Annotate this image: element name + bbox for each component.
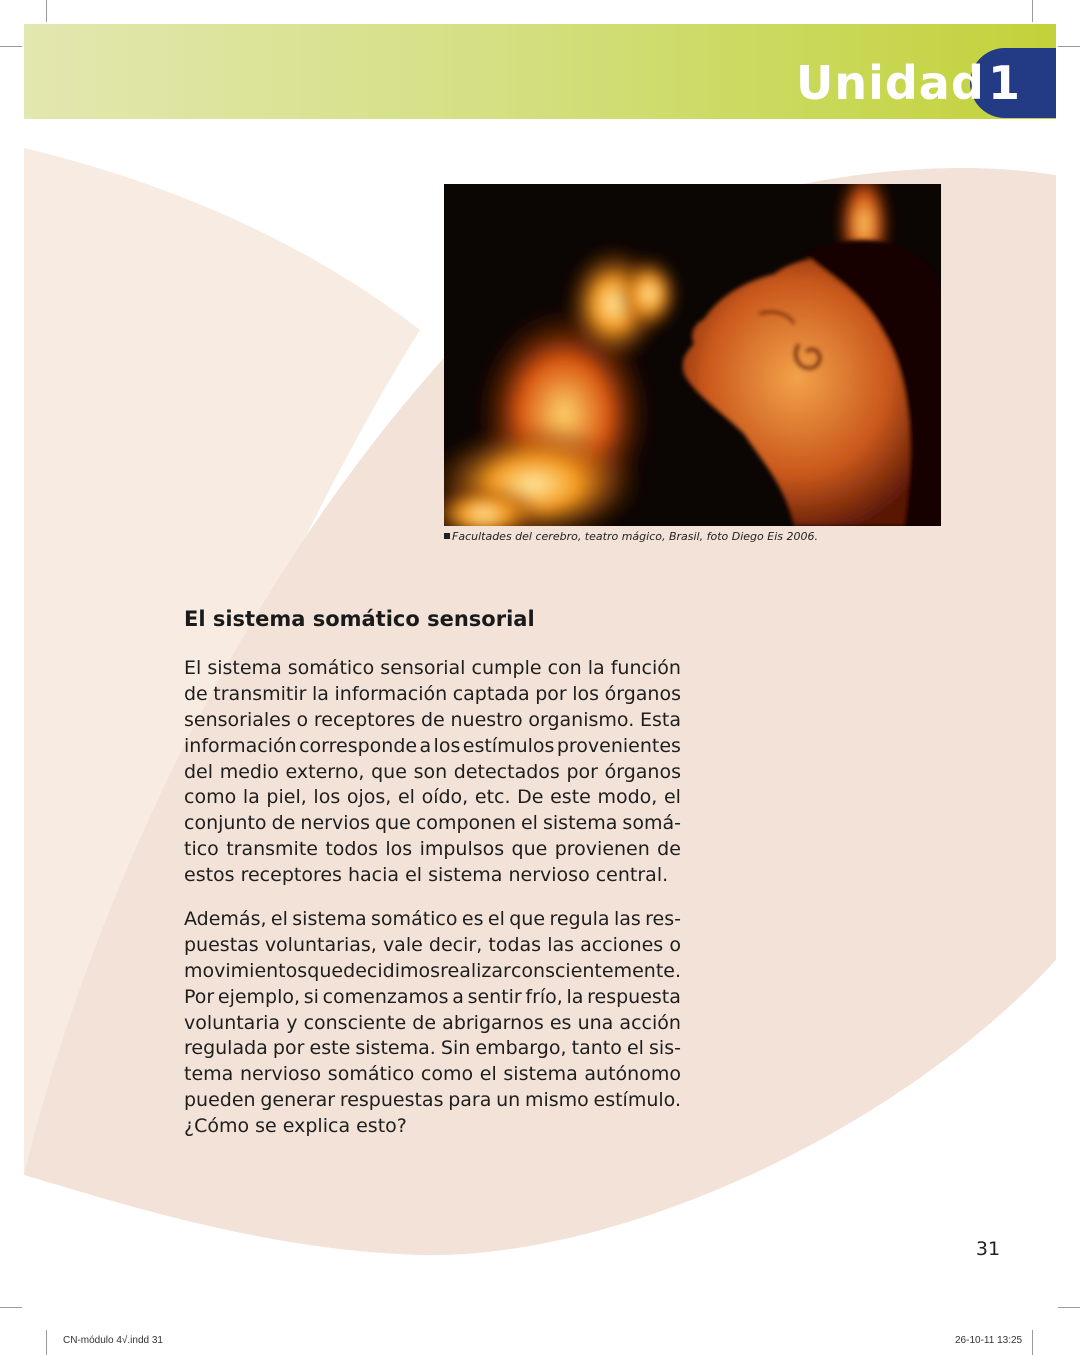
paragraph-line: Además, el sistema somático es el que regula las res- (184, 908, 681, 930)
paragraph-line: ¿Cómo se explica esto? (184, 1115, 407, 1138)
print-footer-filename: CN-módulo 4√.indd 31 (63, 1335, 163, 1346)
page-number: 31 (975, 1238, 1001, 1260)
crop-mark (1032, 1330, 1033, 1355)
paragraph-line: tema nervioso somático como el sistema autónomo (184, 1063, 681, 1086)
paragraph-line: puestas voluntarias, vale decir, todas las acciones o (184, 933, 681, 956)
paragraph-2 (184, 907, 681, 1140)
paragraph-line: voluntaria y consciente de abrigarnos es una acción (184, 1011, 681, 1034)
print-footer-date: 26-10-11 13:25 (955, 1335, 1023, 1346)
paragraph-line: pueden generar respuestas para un mismo estímulo. (184, 1089, 681, 1112)
paragraph-line: El sistema somático sensorial cumple con la función (184, 657, 681, 679)
unit-label: Unidad (796, 56, 985, 110)
paragraph-line: Por ejemplo, si comenzamos a sentir frío, la respuesta (184, 985, 681, 1008)
crop-mark (1032, 0, 1033, 22)
crop-mark (46, 1330, 47, 1355)
paragraph-line: de transmitir la información captada por los órganos (184, 682, 681, 705)
crop-mark (0, 46, 22, 47)
figure-photo (444, 184, 941, 526)
paragraph-line: regulada por este sistema. Sin embargo, tanto el sis- (184, 1037, 681, 1060)
crop-mark (1058, 46, 1080, 47)
paragraph-line: conjunto de nervios que componen el sistema somá- (184, 812, 681, 835)
crop-mark (46, 0, 47, 22)
paragraph-1 (184, 656, 681, 889)
crop-mark (0, 1307, 22, 1308)
caption-bullet-icon (444, 533, 450, 539)
paragraph-line: como la piel, los ojos, el oído, etc. De este modo, el (184, 786, 681, 809)
figure-caption-text: Facultades del cerebro, teatro mágico, Brasil, foto Diego Eis 2006. (452, 530, 818, 543)
figure-caption (444, 529, 944, 544)
crop-mark (1058, 1307, 1080, 1308)
section-heading: El sistema somático sensorial (184, 607, 535, 631)
paragraph-line: movimientos que decidimos realizar conscientemente. (184, 959, 681, 982)
unit-number: 1 (988, 56, 1021, 110)
paragraph-line: estos receptores hacia el sistema nervioso central. (184, 864, 669, 887)
paragraph-line: tico transmite todos los impulsos que provienen de (184, 838, 681, 861)
photo-illustration (444, 184, 941, 526)
paragraph-line: sensoriales o receptores de nuestro organismo. Esta (184, 708, 681, 731)
paragraph-line: información corresponde a los estímulos provenientes (184, 734, 681, 757)
paragraph-line: del medio externo, que son detectados por órganos (184, 760, 681, 783)
